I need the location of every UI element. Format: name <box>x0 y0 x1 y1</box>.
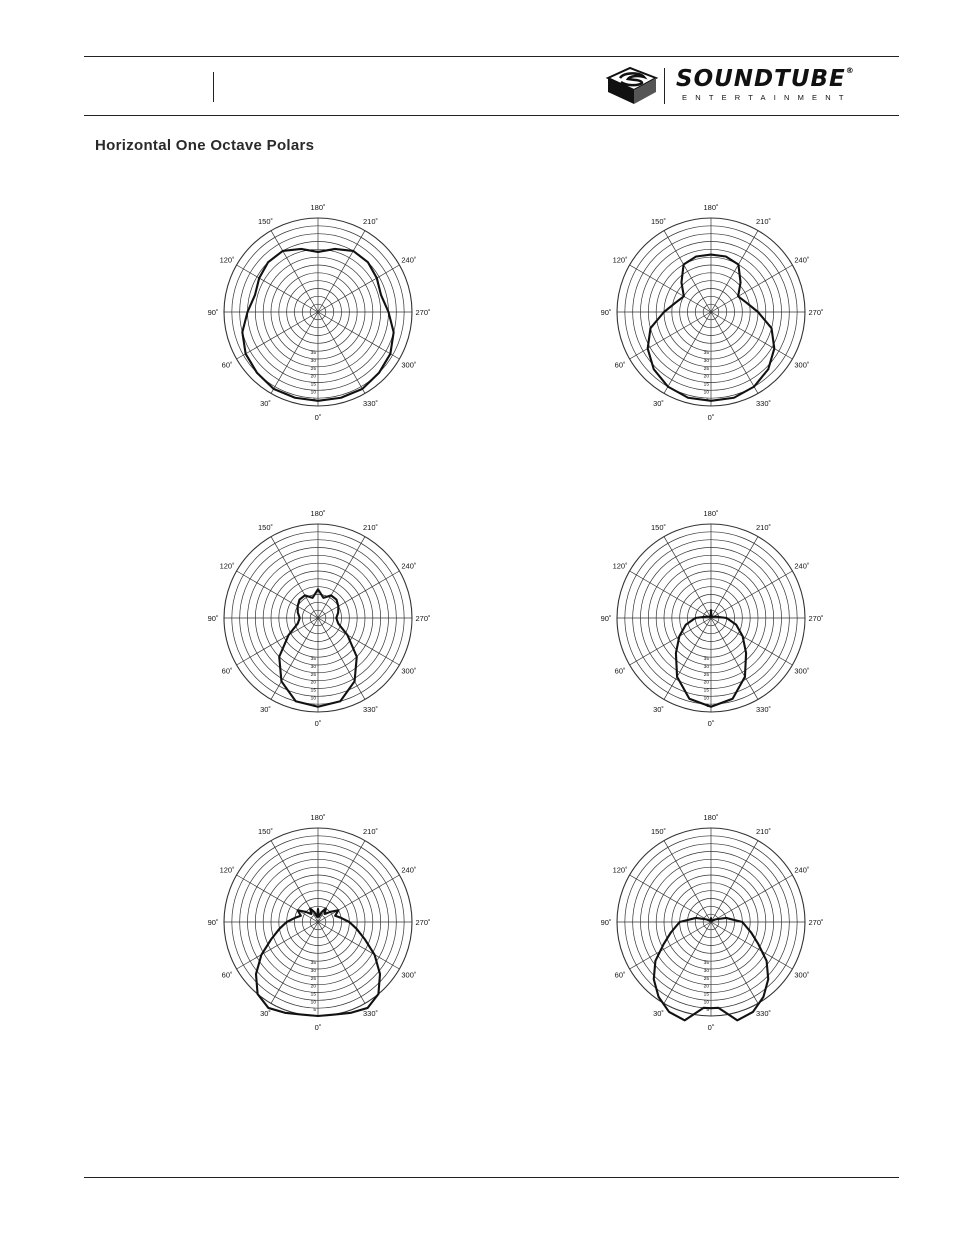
polar-grid-spoke <box>318 312 365 393</box>
polar-angle-label: 210˚ <box>362 217 379 227</box>
polar-ring-label: 30 <box>703 359 709 364</box>
polar-grid-spoke <box>318 618 399 665</box>
polar-angle-label: 270˚ <box>415 614 431 623</box>
polar-ring-label: 20 <box>310 984 316 990</box>
polar-angle-label: 180˚ <box>310 813 326 822</box>
polar-ring-label: 30 <box>310 665 316 670</box>
polar-grid-spoke <box>630 312 711 359</box>
polar-grid-spoke <box>630 265 711 312</box>
polar-angle-label: 0˚ <box>707 719 715 728</box>
polar-angle-label: 120˚ <box>612 865 628 875</box>
polar-ring-label: 25 <box>703 672 709 678</box>
polar-ring-label: 15 <box>310 992 316 998</box>
polar-ring-label: 10 <box>310 696 316 702</box>
polar-angle-label: 240˚ <box>401 255 417 265</box>
polar-ring-label: 15 <box>703 688 709 694</box>
polar-grid-spoke <box>711 618 792 665</box>
polar-angle-label: 150˚ <box>650 827 667 837</box>
polar-ring-label: 15 <box>703 382 709 388</box>
polar-angle-label: 60˚ <box>614 360 626 370</box>
polar-angle-label: 30˚ <box>260 704 271 714</box>
polar-grid-spoke <box>711 922 758 1003</box>
polar-angle-label: 240˚ <box>794 865 810 875</box>
polar-ring-label: 20 <box>310 374 316 380</box>
polar-grid <box>221 828 412 1016</box>
polar-angle-label: 0˚ <box>314 413 322 422</box>
polar-ring-label: 10 <box>310 1000 316 1006</box>
polar-angle-label: 240˚ <box>794 255 810 265</box>
polar-ring-label: 20 <box>703 680 709 686</box>
polar-angle-label: 90˚ <box>207 308 219 317</box>
polar-angle-label: 120˚ <box>219 561 235 571</box>
polar-ring-label: 35 <box>703 351 709 357</box>
polar-plot-svg <box>198 192 438 432</box>
polar-grid-spoke <box>664 231 711 312</box>
polar-ring-label: 5 <box>706 398 709 404</box>
polar-angle-label: 240˚ <box>794 561 810 571</box>
polar-grid-spoke <box>711 312 758 393</box>
polar-angle-label: 90˚ <box>207 918 219 927</box>
logo-emblem-icon <box>606 66 658 106</box>
polar-grid <box>614 828 805 1016</box>
polar-angle-label: 300˚ <box>401 360 417 370</box>
polar-ring-label: 15 <box>310 688 316 694</box>
polar-angle-label: 330˚ <box>362 398 379 408</box>
polar-ring-label: 30 <box>703 969 709 974</box>
polar-grid-spoke <box>318 231 365 312</box>
polar-angle-label: 270˚ <box>415 308 431 317</box>
polar-angle-label: 120˚ <box>612 561 628 571</box>
polar-ring-label: 35 <box>310 351 316 357</box>
polar-angle-label: 180˚ <box>703 203 719 212</box>
polar-grid-spoke <box>318 537 365 618</box>
polar-angle-label: 90˚ <box>600 308 612 317</box>
polar-grid <box>221 218 412 406</box>
polar-angle-label: 210˚ <box>755 217 772 227</box>
polar-grid-spoke <box>271 537 318 618</box>
polar-angle-label: 210˚ <box>755 827 772 837</box>
polar-angle-label: 150˚ <box>257 523 274 533</box>
polar-angle-label: 30˚ <box>653 1008 664 1018</box>
polar-angle-label: 210˚ <box>362 827 379 837</box>
polar-grid-spoke <box>318 618 365 699</box>
polar-angle-label: 330˚ <box>362 1008 379 1018</box>
polar-grid-spoke <box>237 265 318 312</box>
page-title: Horizontal One Octave Polars <box>95 137 315 154</box>
header-top-rule <box>84 56 899 57</box>
polar-plot-svg <box>198 498 438 738</box>
polar-grid-spoke <box>711 841 758 922</box>
polar-plot-svg <box>198 802 438 1042</box>
brand-division: ENTERTAINMENT <box>682 93 852 102</box>
polar-angle-label: 120˚ <box>612 255 628 265</box>
polar-grid-spoke <box>318 922 399 969</box>
polar-ring-label: 35 <box>703 961 709 967</box>
polar-grid-spoke <box>711 231 758 312</box>
polar-ring-label: 25 <box>703 976 709 982</box>
polar-ring-label: 15 <box>310 382 316 388</box>
polar-grid-spoke <box>237 922 318 969</box>
polar-angle-label: 60˚ <box>614 970 626 980</box>
polar-angle-label: 60˚ <box>614 666 626 676</box>
polar-ring-label: 5 <box>313 398 316 404</box>
polar-grid-spoke <box>664 841 711 922</box>
polar-plot-svg <box>591 192 831 432</box>
polar-angle-label: 210˚ <box>362 523 379 533</box>
polar-ring-label: 5 <box>313 1008 316 1014</box>
polar-angle-label: 180˚ <box>310 203 326 212</box>
polar-angle-label: 30˚ <box>653 704 664 714</box>
polar-grid-spoke <box>711 312 792 359</box>
polar-grid-spoke <box>711 922 792 969</box>
polar-plot-svg <box>591 802 831 1042</box>
polar-angle-label: 60˚ <box>221 360 233 370</box>
polar-angle-label: 210˚ <box>755 523 772 533</box>
polar-ring-label: 25 <box>310 672 316 678</box>
polar-grid-spoke <box>271 231 318 312</box>
polar-ring-label: 30 <box>310 359 316 364</box>
polar-ring-label: 20 <box>703 374 709 380</box>
polar-angle-label: 60˚ <box>221 970 233 980</box>
polar-angle-label: 150˚ <box>257 217 274 227</box>
polar-grid-spoke <box>711 265 792 312</box>
polar-angle-label: 300˚ <box>401 666 417 676</box>
brand-wordmark: SOUNDTUBE® <box>676 66 855 92</box>
polar-plot-svg <box>591 498 831 738</box>
polar-grid-spoke <box>630 618 711 665</box>
polar-ring-label: 10 <box>310 390 316 396</box>
polar-grid-spoke <box>237 618 318 665</box>
polar-angle-label: 270˚ <box>808 614 824 623</box>
polar-grid <box>221 524 412 712</box>
polar-grid-spoke <box>237 875 318 922</box>
soundtube-logo <box>606 64 898 108</box>
polar-grid <box>614 218 805 406</box>
polar-angle-label: 90˚ <box>207 614 219 623</box>
polar-angle-label: 0˚ <box>314 719 322 728</box>
polar-angle-label: 0˚ <box>707 1023 715 1032</box>
polar-ring-label: 35 <box>310 961 316 967</box>
polar-grid-spoke <box>630 875 711 922</box>
polar-grid-spoke <box>237 571 318 618</box>
polar-angle-label: 120˚ <box>219 255 235 265</box>
polar-angle-label: 150˚ <box>650 523 667 533</box>
polar-ring-label: 15 <box>703 992 709 998</box>
polar-ring-label: 5 <box>706 1008 709 1014</box>
polar-angle-label: 330˚ <box>755 398 772 408</box>
polar-angle-label: 240˚ <box>401 865 417 875</box>
polar-ring-label: 20 <box>703 984 709 990</box>
polar-angle-label: 0˚ <box>707 413 715 422</box>
polar-chart-6 <box>591 802 831 1042</box>
polar-angle-label: 30˚ <box>260 1008 271 1018</box>
polar-angle-label: 270˚ <box>808 918 824 927</box>
polar-ring-label: 10 <box>703 390 709 396</box>
polar-grid <box>614 524 805 712</box>
polar-grid-spoke <box>664 537 711 618</box>
polar-chart-4 <box>591 498 831 738</box>
polar-angle-label: 90˚ <box>600 614 612 623</box>
polar-angle-label: 90˚ <box>600 918 612 927</box>
polar-angle-label: 300˚ <box>794 360 810 370</box>
polar-angle-label: 0˚ <box>314 1023 322 1032</box>
polar-grid-spoke <box>318 571 399 618</box>
polar-ring-label: 25 <box>703 366 709 372</box>
polar-angle-label: 120˚ <box>219 865 235 875</box>
polar-grid-spoke <box>711 875 792 922</box>
polar-grid-spoke <box>711 537 758 618</box>
polar-angle-label: 180˚ <box>703 509 719 518</box>
polar-ring-label: 5 <box>313 704 316 710</box>
polar-angle-label: 30˚ <box>260 398 271 408</box>
polar-grid-spoke <box>630 922 711 969</box>
polar-angle-label: 330˚ <box>755 704 772 714</box>
header-divider <box>213 72 214 102</box>
polar-chart-1 <box>198 192 438 432</box>
polar-angle-label: 300˚ <box>401 970 417 980</box>
polar-angle-label: 30˚ <box>653 398 664 408</box>
polar-ring-label: 10 <box>703 1000 709 1006</box>
polar-grid-spoke <box>318 312 399 359</box>
polar-grid-spoke <box>711 571 792 618</box>
polar-angle-label: 150˚ <box>257 827 274 837</box>
polar-grid-spoke <box>711 618 758 699</box>
polar-ring-label: 30 <box>703 665 709 670</box>
polar-angle-label: 300˚ <box>794 666 810 676</box>
polar-ring-label: 35 <box>703 657 709 663</box>
polar-grid-spoke <box>318 265 399 312</box>
polar-angle-label: 270˚ <box>808 308 824 317</box>
polar-ring-label: 10 <box>703 696 709 702</box>
polar-chart-3 <box>198 498 438 738</box>
polar-angle-label: 240˚ <box>401 561 417 571</box>
polar-angle-label: 150˚ <box>650 217 667 227</box>
polar-ring-label: 35 <box>310 657 316 663</box>
polar-ring-label: 5 <box>706 704 709 710</box>
polar-grid-spoke <box>318 875 399 922</box>
polar-angle-label: 300˚ <box>794 970 810 980</box>
footer-rule <box>84 1177 899 1178</box>
polar-angle-label: 330˚ <box>755 1008 772 1018</box>
polar-grid-spoke <box>237 312 318 359</box>
polar-grid-spoke <box>630 571 711 618</box>
polar-ring-label: 20 <box>310 680 316 686</box>
polar-angle-label: 180˚ <box>703 813 719 822</box>
polar-grid-spoke <box>318 922 365 1003</box>
polar-angle-label: 180˚ <box>310 509 326 518</box>
header-bottom-rule <box>84 115 899 116</box>
polar-angle-label: 60˚ <box>221 666 233 676</box>
polar-chart-5 <box>198 802 438 1042</box>
polar-angle-label: 270˚ <box>415 918 431 927</box>
polar-ring-label: 25 <box>310 366 316 372</box>
polar-chart-2 <box>591 192 831 432</box>
polar-ring-label: 30 <box>310 969 316 974</box>
polar-ring-label: 25 <box>310 976 316 982</box>
polar-angle-label: 330˚ <box>362 704 379 714</box>
